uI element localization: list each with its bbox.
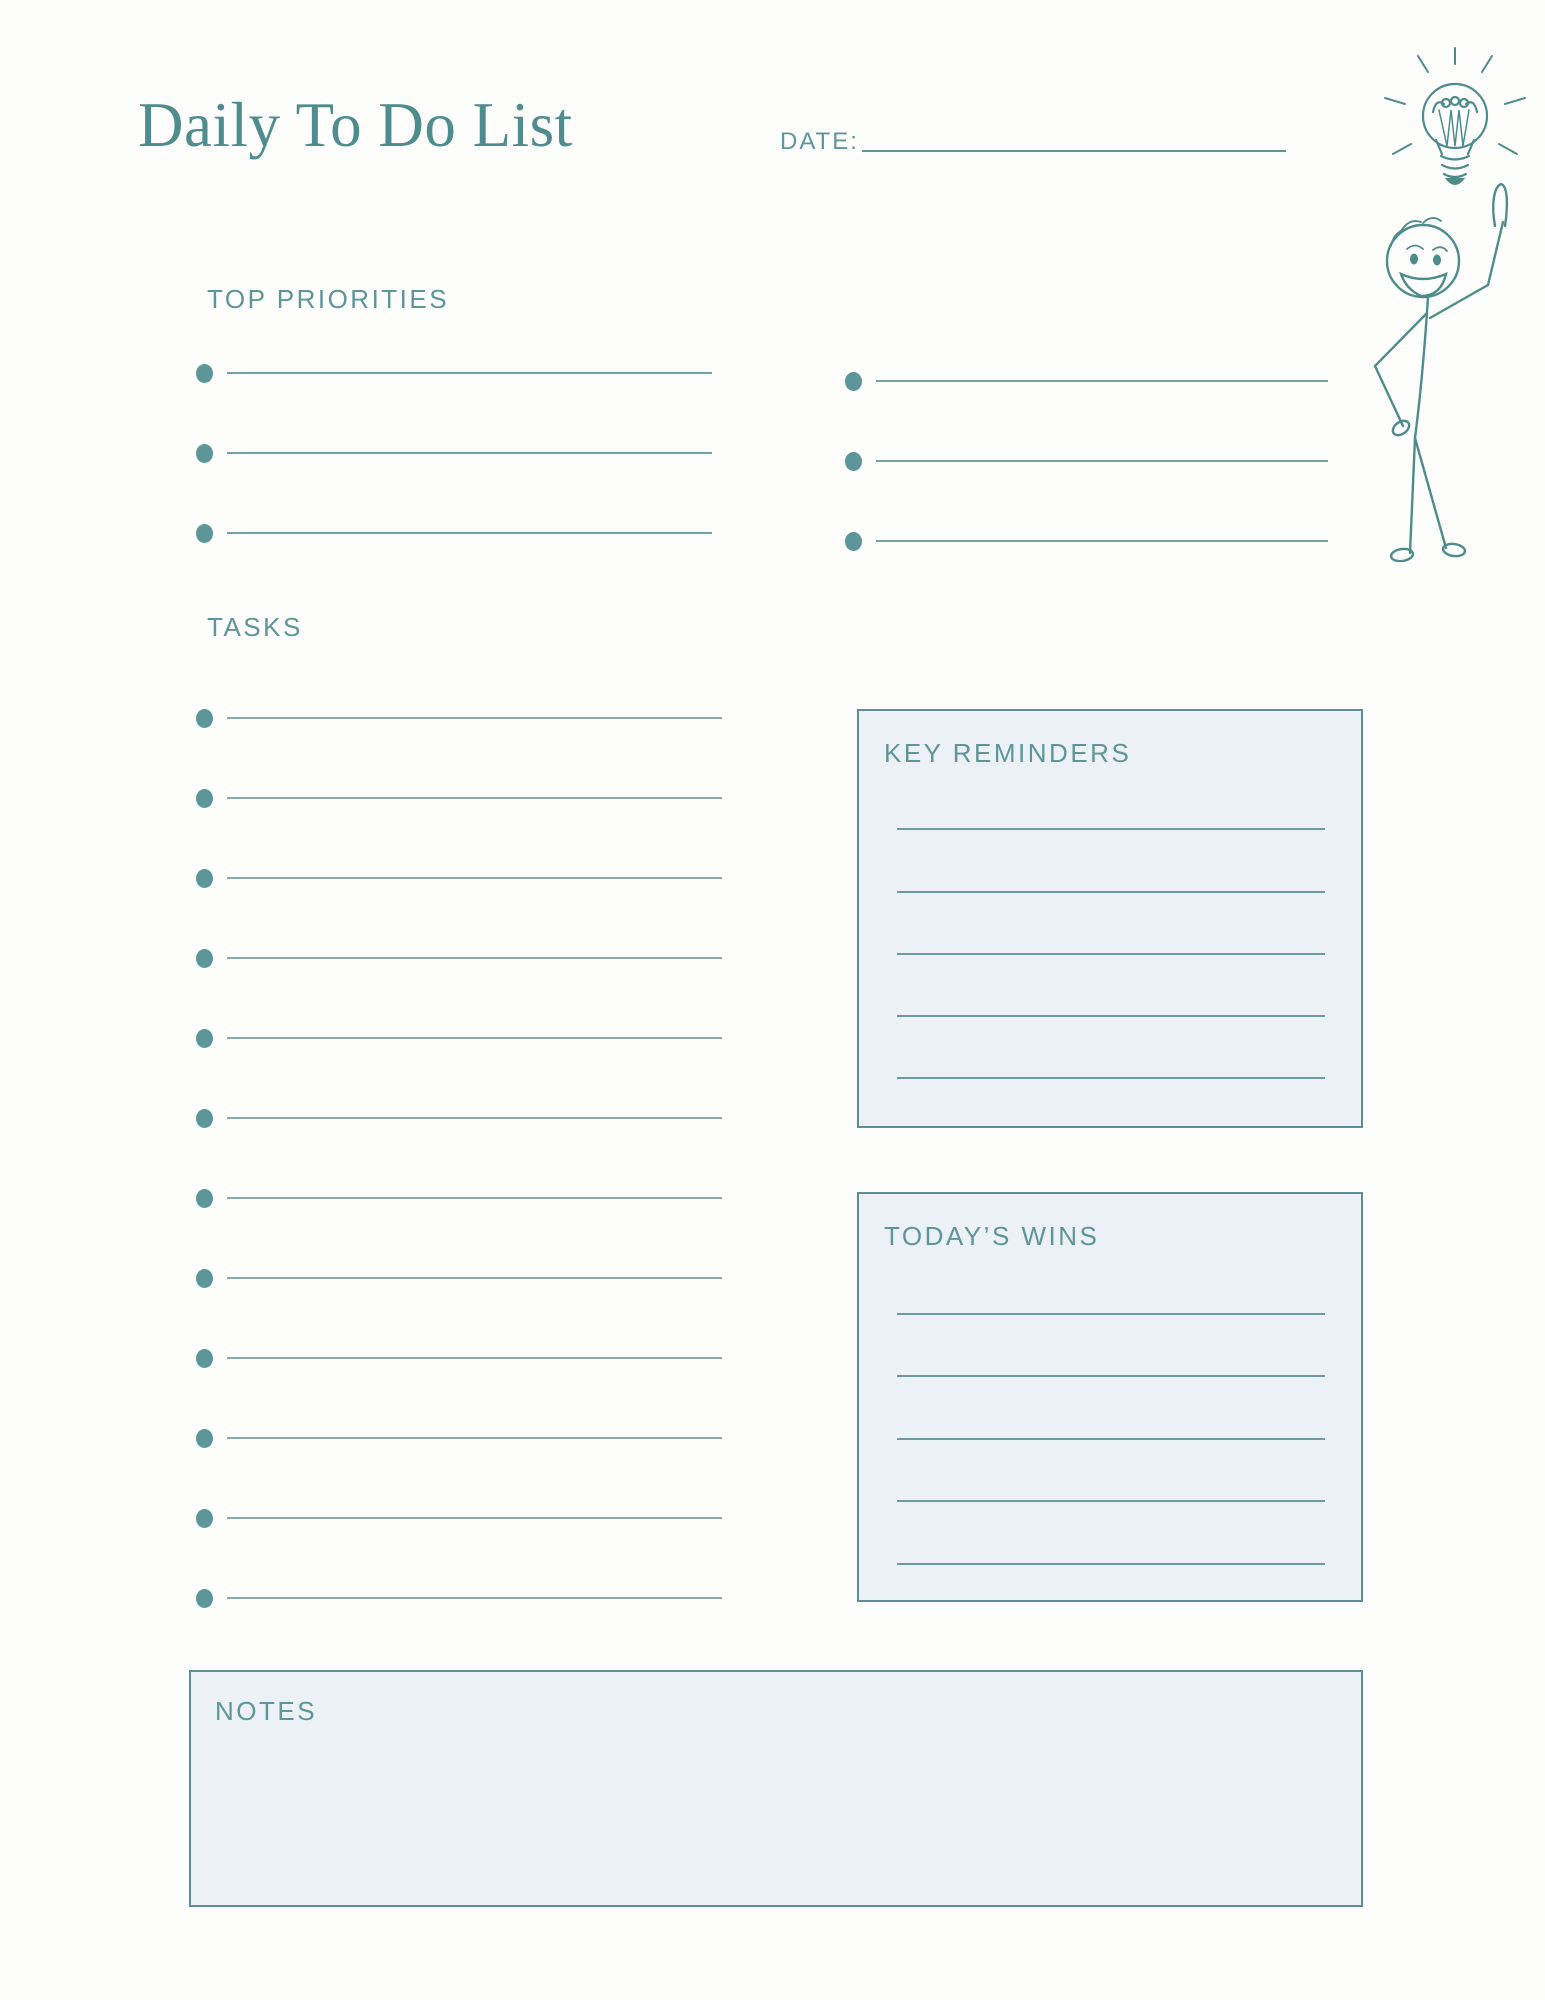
ruled-line-row [897,768,1325,830]
todays-wins-box [857,1192,1363,1602]
lightbulb-icon [1385,48,1525,184]
bullet-icon [196,1029,213,1048]
bullet-icon [196,1349,213,1368]
todo-entry-row [196,1398,722,1478]
write-line[interactable] [897,1077,1325,1079]
bullet-icon [845,372,862,391]
write-line[interactable] [897,1563,1325,1565]
date-input-line[interactable] [862,110,1286,152]
write-line[interactable] [227,1277,722,1279]
todays-wins-lines [897,1252,1325,1565]
bullet-icon [196,364,213,383]
todo-entry-row [196,1478,722,1558]
todo-entry-row [196,493,712,573]
section-label-todays-wins: TODAY’S WINS [884,1221,1100,1251]
notes-box[interactable] [189,1670,1363,1907]
todo-entry-row [196,1078,722,1158]
page-title: Daily To Do List [138,90,573,160]
write-line[interactable] [876,460,1328,462]
write-line[interactable] [227,1357,722,1359]
ruled-line-row [897,1252,1325,1315]
todo-entry-row [196,998,722,1078]
ruled-line-row [897,1377,1325,1440]
todo-entry-row [196,678,722,758]
write-line[interactable] [897,953,1325,955]
bullet-icon [196,949,213,968]
write-line[interactable] [227,1117,722,1119]
ruled-line-row [897,955,1325,1017]
todo-entry-row [845,421,1328,501]
bullet-icon [196,524,213,543]
write-line[interactable] [876,380,1328,382]
write-line[interactable] [876,540,1328,542]
bullet-icon [196,1589,213,1608]
section-label-top-priorities: TOP PRIORITIES [207,284,450,314]
bullet-icon [196,789,213,808]
ruled-line-row [897,830,1325,892]
write-line[interactable] [897,1313,1325,1315]
bullet-icon [196,869,213,888]
bullet-icon [196,1189,213,1208]
bullet-icon [196,1269,213,1288]
write-line[interactable] [227,1597,722,1599]
ruled-line-row [897,1440,1325,1503]
bullet-icon [196,1509,213,1528]
todo-entry-row [196,333,712,413]
top-priorities-right-column [845,341,1328,581]
write-line[interactable] [897,1015,1325,1017]
write-line[interactable] [227,797,722,799]
write-line[interactable] [897,1500,1325,1502]
light-rays-icon [1385,48,1525,154]
write-line[interactable] [227,532,712,534]
write-line[interactable] [227,452,712,454]
todo-entry-row [845,341,1328,421]
write-line[interactable] [227,1517,722,1519]
todo-entry-row [196,1318,722,1398]
todo-entry-row [196,918,722,998]
bullet-icon [196,709,213,728]
ruled-line-row [897,1502,1325,1565]
bullet-icon [196,1429,213,1448]
todo-entry-row [196,838,722,918]
write-line[interactable] [897,1375,1325,1377]
todo-entry-row [845,501,1328,581]
write-line[interactable] [227,717,722,719]
write-line[interactable] [227,372,712,374]
date-label: DATE: [780,128,859,155]
todo-entry-row [196,1558,722,1638]
ruled-line-row [897,1017,1325,1079]
todo-entry-row [196,1158,722,1238]
ruled-line-row [897,1315,1325,1378]
write-line[interactable] [227,1037,722,1039]
write-line[interactable] [897,1438,1325,1440]
write-line[interactable] [897,891,1325,893]
todo-entry-row [196,1238,722,1318]
todo-entry-row [196,413,712,493]
todo-entry-row [196,758,722,838]
write-line[interactable] [227,1437,722,1439]
bullet-icon [845,532,862,551]
tasks-column [196,678,722,1638]
stick-figure [1375,184,1507,562]
write-line[interactable] [227,957,722,959]
key-reminders-lines [897,768,1325,1079]
bullet-icon [196,1109,213,1128]
write-line[interactable] [897,828,1325,830]
idea-stickfigure-illustration [1333,46,1545,562]
bullet-icon [196,444,213,463]
section-label-key-reminders: KEY REMINDERS [884,738,1132,768]
write-line[interactable] [227,877,722,879]
write-line[interactable] [227,1197,722,1199]
bullet-icon [845,452,862,471]
ruled-line-row [897,893,1325,955]
key-reminders-box [857,709,1363,1128]
top-priorities-left-column [196,333,712,573]
section-label-tasks: TASKS [207,612,303,642]
section-label-notes: NOTES [215,1696,318,1726]
